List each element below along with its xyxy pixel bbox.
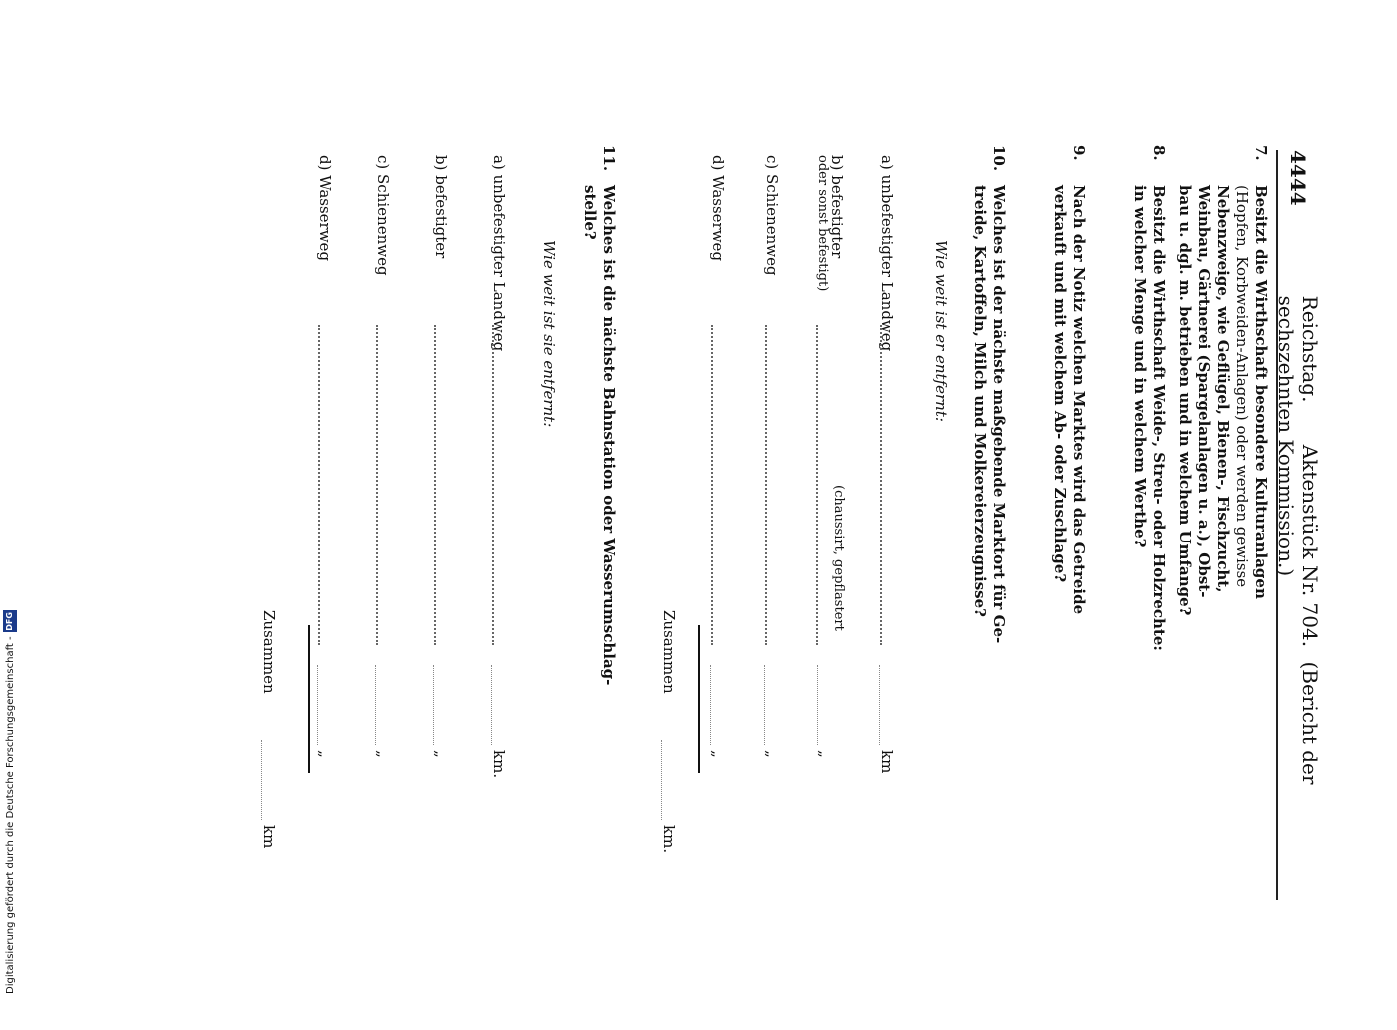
question-line: Besitzt die Wirthschaft besondere Kulturanlagen <box>1252 185 1270 599</box>
fill-in-blank <box>710 665 711 745</box>
question-line: (Hopfen, Korbweiden-Anlagen) oder werden gewisse <box>1233 185 1251 588</box>
row-unit: „ <box>763 750 781 758</box>
row-label: c) Schienenweg <box>763 155 781 276</box>
row-unit: „ <box>374 750 392 758</box>
question-text <box>580 185 618 800</box>
row-label: d) Wasserweg <box>709 155 727 262</box>
question-11 <box>580 145 618 800</box>
question-text <box>970 185 1008 800</box>
fill-in-blank <box>491 665 492 745</box>
sum-unit: km. <box>660 825 678 854</box>
fill-in-blank <box>661 740 662 820</box>
question-line: Welches ist der nächste maßgebende Marktort für Ge- <box>990 185 1008 644</box>
row-label-continued: oder sonst befestigt) <box>815 155 830 292</box>
header-bericht: (Bericht der sechszehnten Kommission.) <box>1274 295 1322 785</box>
sum-label: Zusammen <box>660 610 678 694</box>
fill-in-blank <box>317 665 318 745</box>
sum-rule <box>308 625 310 773</box>
dot-leader <box>711 325 713 645</box>
dot-leader <box>765 325 767 645</box>
distance-subhead: Wie weit ist sie entfernt: <box>540 240 558 428</box>
question-line: Nach der Notiz welchen Marktes wird das Getreide <box>1070 185 1088 615</box>
row-label: d) Wasserweg <box>316 155 334 262</box>
dot-leader <box>318 325 320 645</box>
row-unit: „ <box>316 750 334 758</box>
distance-row <box>428 155 450 895</box>
row-annotation: (chaussirt, gepflastert <box>831 485 846 631</box>
dfg-logo: DFG <box>3 610 17 632</box>
fill-in-blank <box>879 665 880 745</box>
question-7 <box>1175 145 1270 800</box>
row-unit: „ <box>432 750 450 758</box>
fill-in-blank <box>817 665 818 745</box>
fill-in-blank <box>764 665 765 745</box>
dot-leader <box>880 325 882 645</box>
distance-subhead: Wie weit ist er entfernt: <box>932 240 950 422</box>
question-number: 9. <box>1070 145 1088 161</box>
question-line: bau u. dgl. m. betrieben und in welchem Umfange? <box>1176 185 1194 616</box>
sum-row <box>656 610 678 1030</box>
row-unit: km <box>878 750 896 774</box>
row-label: b) befestigter <box>828 155 846 259</box>
distance-row <box>759 155 781 895</box>
dot-leader <box>434 325 436 645</box>
question-text <box>1050 185 1088 800</box>
page-header <box>1274 150 1322 900</box>
sum-rule <box>698 625 700 773</box>
question-8 <box>1130 145 1168 800</box>
row-label: c) Schienenweg <box>374 155 392 276</box>
question-9 <box>1050 145 1088 800</box>
question-text <box>1175 185 1270 800</box>
question-line: verkauft und mit welchem Ab- oder Zuschlage? <box>1051 185 1069 583</box>
sum-unit: km <box>260 825 278 849</box>
question-number: 8. <box>1150 145 1168 161</box>
distance-row <box>874 155 896 895</box>
distance-row <box>370 155 392 895</box>
question-line: Nebenzweige, wie Geflügel, Bienen-, Fischzucht, <box>1214 185 1232 593</box>
page-number: 4444 <box>1286 150 1310 206</box>
question-number: 7. <box>1252 145 1270 161</box>
distance-row <box>486 155 508 895</box>
fill-in-blank <box>375 665 376 745</box>
header-aktenstueck: Aktenstück Nr. 704. <box>1298 444 1322 648</box>
question-line: in welcher Menge und in welchem Werthe? <box>1131 185 1149 548</box>
question-text <box>1130 185 1168 800</box>
question-line: treide, Kartoffeln, Milch und Molkereierzeugnisse? <box>971 185 989 617</box>
dot-leader <box>492 325 494 645</box>
question-line: Weinbau, Gärtnerei (Spargelanlagen u. a.), Obst- <box>1195 185 1213 598</box>
document-page <box>8 30 1322 910</box>
sum-row <box>256 610 278 1030</box>
row-unit: „ <box>709 750 727 758</box>
distance-row <box>810 155 846 895</box>
row-label: a) unbefestigter Landweg <box>490 155 508 352</box>
question-number: 11. <box>600 145 618 172</box>
row-label: a) unbefestigter Landweg <box>878 155 896 352</box>
distance-row <box>705 155 727 895</box>
distance-row <box>312 155 334 895</box>
dot-leader <box>816 325 818 645</box>
question-line: Welches ist die nächste Bahnstation oder Wasserumschlag- <box>600 185 618 686</box>
dot-leader <box>376 325 378 645</box>
question-line: stelle? <box>581 185 599 240</box>
fill-in-blank <box>433 665 434 745</box>
row-unit: „ <box>816 750 834 758</box>
header-title <box>1274 296 1322 900</box>
sum-label: Zusammen <box>260 610 278 694</box>
footer-text: Digitalisierung gefördert durch die Deutsche Forschungsgemeinschaft - <box>4 636 16 994</box>
header-reichstag: Reichstag. <box>1298 295 1322 403</box>
question-number: 10. <box>990 145 1008 172</box>
question-line: Besitzt die Wirthschaft Weide-, Streu- oder Holzrechte: <box>1150 185 1168 651</box>
question-10 <box>970 145 1008 800</box>
fill-in-blank <box>261 740 262 820</box>
row-unit: km. <box>490 750 508 779</box>
row-label: b) befestigter <box>432 155 450 259</box>
